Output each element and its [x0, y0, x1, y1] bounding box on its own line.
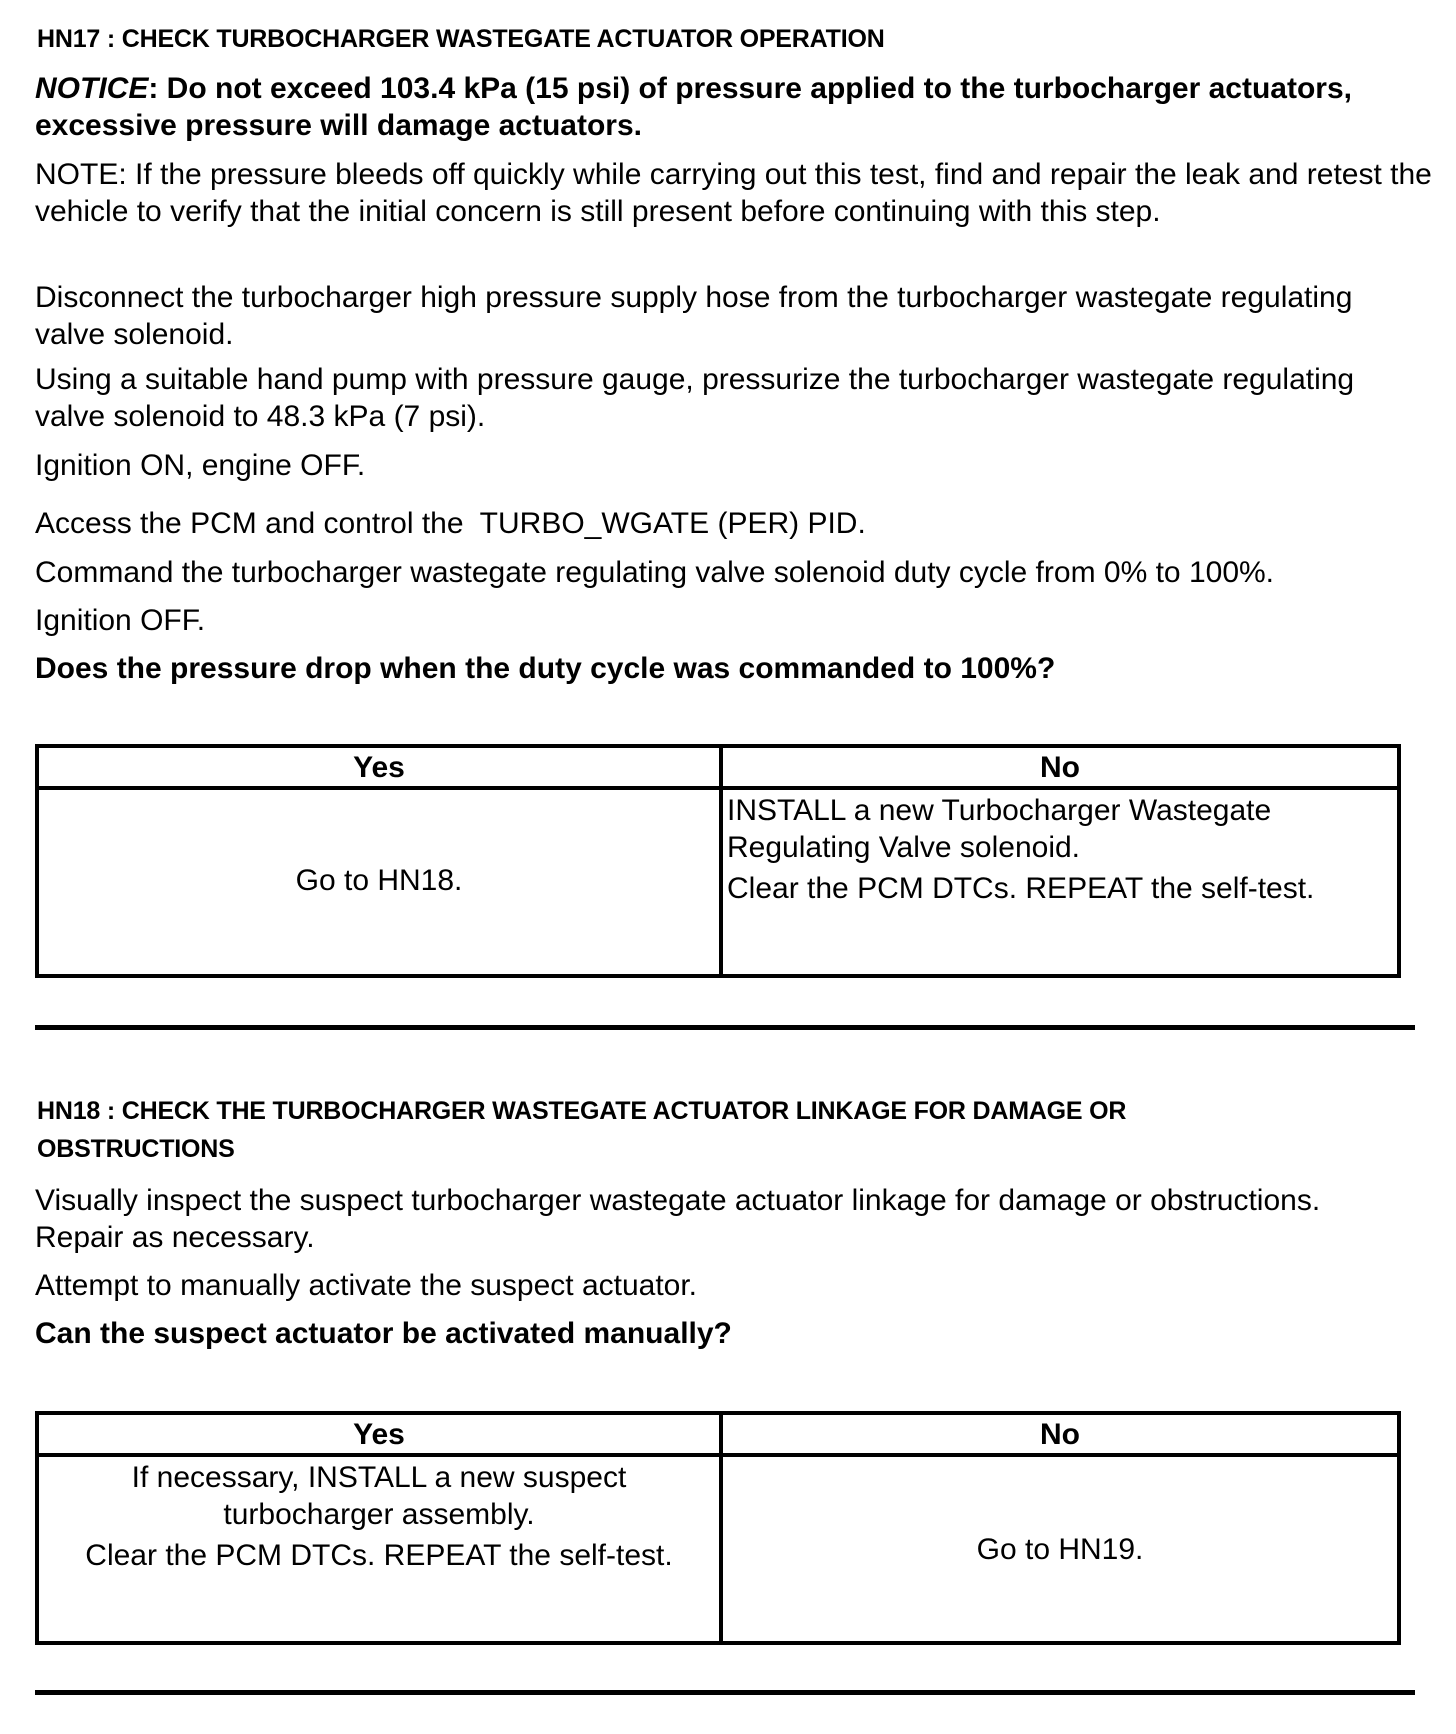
hn17-heading: HN17 : CHECK TURBOCHARGER WASTEGATE ACTUATOR OPERATION	[37, 25, 885, 53]
notice-label: NOTICE	[35, 72, 149, 105]
no-header: No	[721, 746, 1399, 788]
yes-line-install: If necessary, INSTALL a new suspect turbocharger assembly.	[131, 1461, 627, 1531]
hn17-step-pressurize: Using a suitable hand pump with pressure gauge, pressurize the turbocharger wastegate regulating valve solenoid to 48.3 kPa (7 psi).	[35, 363, 1355, 433]
yes-header: Yes	[37, 1413, 721, 1455]
hn18-heading-line1: HN18 : CHECK THE TURBOCHARGER WASTEGATE ACTUATOR LINKAGE FOR DAMAGE OR	[37, 1097, 1127, 1125]
go-to-hn19-link[interactable]: Go to HN19.	[976, 1532, 1144, 1566]
notice-text: : Do not exceed 103.4 kPa (15 psi) of pressure applied to the turbocharger actuators, excessive pressure will damage actuators.	[35, 72, 1353, 142]
yes-header: Yes	[37, 746, 721, 788]
hn17-notice	[35, 70, 1425, 144]
hn17-note: NOTE: If the pressure bleeds off quickly while carrying out this test, find and repair the leak and retest the vehicle to verify that the initial concern is still present before continuing with this step.	[35, 158, 1432, 228]
no-line-clear-dtcs: Clear the PCM DTCs. REPEAT the self-test.	[727, 872, 1315, 905]
hn18-step-inspect: Visually inspect the suspect turbocharger wastegate actuator linkage for damage or obstructions. Repair as necessary.	[35, 1184, 1321, 1254]
no-line-install: INSTALL a new Turbocharger Wastegate Regulating Valve solenoid.	[727, 794, 1272, 864]
section-divider-bottom	[35, 1690, 1415, 1695]
hn17-step-disconnect: Disconnect the turbocharger high pressure supply hose from the turbocharger wastegate regulating valve solenoid.	[35, 281, 1353, 351]
hn17-step-access-pcm: Access the PCM and control the TURBO_WGATE (PER) PID.	[35, 507, 866, 540]
hn18-heading-line2: OBSTRUCTIONS	[37, 1135, 235, 1163]
no-cell	[721, 1455, 1399, 1643]
yes-line-clear-dtcs: Clear the PCM DTCs. REPEAT the self-test.	[85, 1539, 673, 1572]
hn17-step-command-duty: Command the turbocharger wastegate regulating valve solenoid duty cycle from 0% to 100%.	[35, 556, 1275, 589]
hn17-step-ignition-on: Ignition ON, engine OFF.	[35, 449, 366, 482]
hn18-step-attempt: Attempt to manually activate the suspect actuator.	[35, 1269, 698, 1302]
yes-cell	[37, 788, 721, 976]
hn17-question: Does the pressure drop when the duty cycle was commanded to 100%?	[35, 652, 1056, 685]
go-to-hn18-link[interactable]: Go to HN18.	[295, 864, 463, 897]
hn17-step-ignition-off: Ignition OFF.	[35, 604, 206, 637]
hn17-yes-no-table	[35, 744, 1401, 978]
hn18-question: Can the suspect actuator be activated manually?	[35, 1317, 732, 1350]
no-header: No	[721, 1413, 1399, 1455]
section-divider	[35, 1025, 1415, 1030]
no-cell	[721, 788, 1399, 976]
hn18-yes-no-table	[35, 1411, 1401, 1645]
yes-cell	[37, 1455, 721, 1643]
